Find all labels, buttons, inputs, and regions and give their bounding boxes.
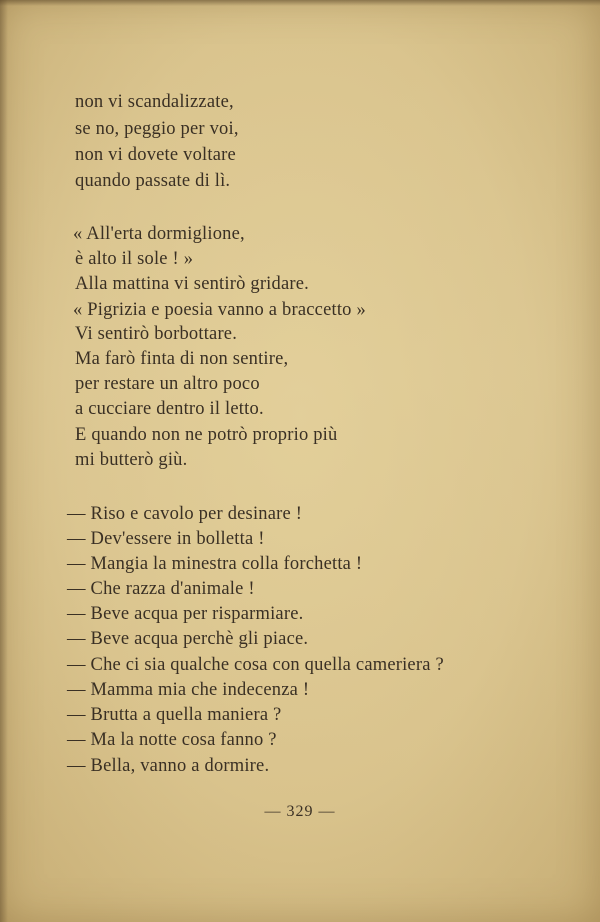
poem-line: Ma farò finta di non sentire, — [75, 349, 289, 369]
poem-line: Vi sentirò borbottare. — [75, 324, 238, 344]
poem-line: se no, peggio per voi, — [75, 119, 239, 139]
dialogue-line: — Ma la notte cosa fanno ? — [67, 730, 277, 750]
dialogue-line: — Mangia la minestra colla forchetta ! — [67, 554, 363, 574]
poem-line: mi butterò giù. — [75, 450, 188, 470]
poem-line: E quando non ne potrò proprio più — [75, 425, 338, 445]
dialogue-line: — Riso e cavolo per desinare ! — [67, 504, 303, 524]
poem-line: è alto il sole ! » — [75, 249, 194, 269]
page-left-edge — [0, 0, 8, 922]
dialogue-line: — Che ci sia qualche cosa con quella cameriera ? — [67, 655, 444, 675]
poem-line: Alla mattina vi sentirò gridare. — [75, 274, 309, 294]
poem-line: per restare un altro poco — [75, 374, 260, 394]
dialogue-line: — Dev'essere in bolletta ! — [67, 529, 265, 549]
poem-line: « All'erta dormiglione, — [73, 224, 245, 244]
dialogue-line: — Bella, vanno a dormire. — [67, 756, 270, 776]
dialogue-line: — Beve acqua per risparmiare. — [67, 604, 304, 624]
dialogue-line: — Che razza d'animale ! — [67, 579, 255, 599]
poem-line: a cucciare dentro il letto. — [75, 399, 264, 419]
poem-line: non vi scandalizzate, — [75, 92, 234, 112]
poem-line: quando passate di lì. — [75, 171, 231, 191]
page-top-edge — [0, 0, 600, 6]
dialogue-line: — Mamma mia che indecenza ! — [67, 680, 310, 700]
dialogue-line: — Brutta a quella maniera ? — [67, 705, 282, 725]
dialogue-line: — Beve acqua perchè gli piace. — [67, 629, 309, 649]
page-number: — 329 — — [264, 803, 336, 820]
poem-line: « Pigrizia e poesia vanno a braccetto » — [73, 300, 366, 320]
poem-line: non vi dovete voltare — [75, 145, 236, 165]
